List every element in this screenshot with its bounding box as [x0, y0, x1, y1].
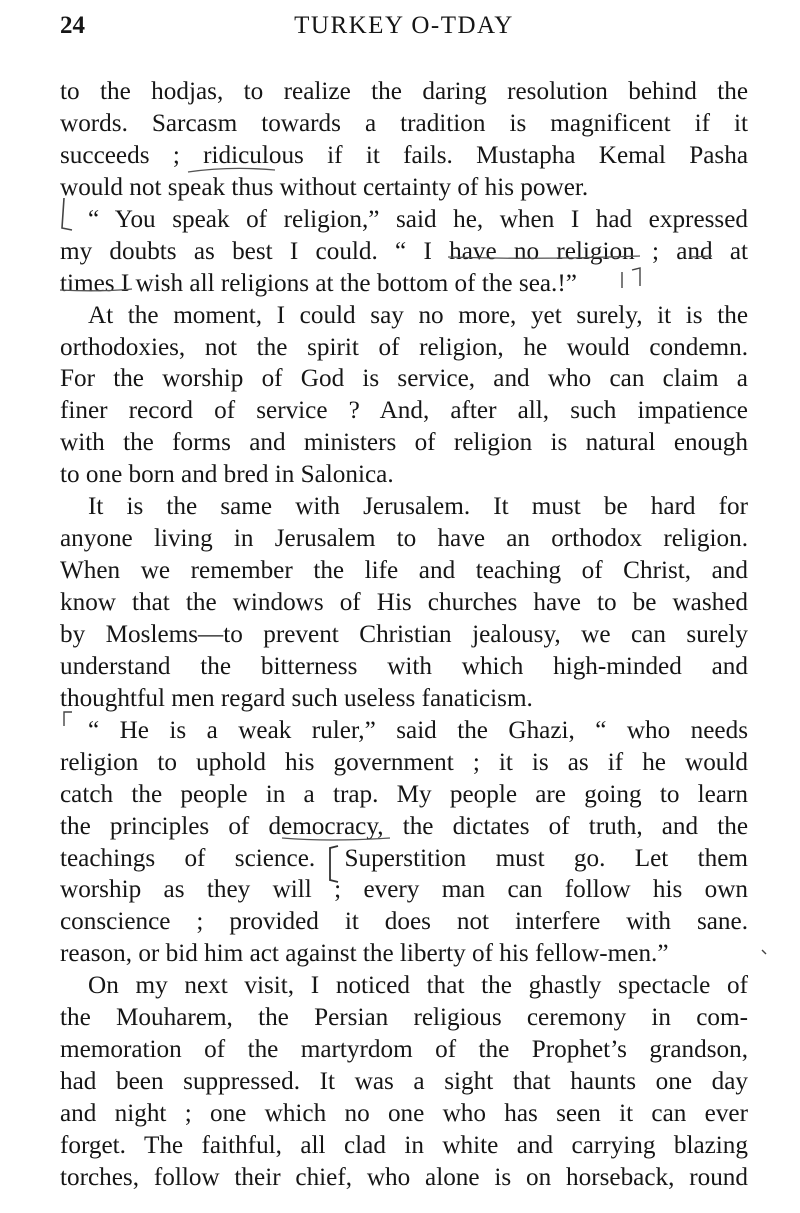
text-line: finer record of service ? And, after all, such impatience — [60, 397, 748, 425]
page-number: 24 — [60, 12, 85, 39]
text-line: words. Sarcasm towards a tradition is magnificent if it — [60, 109, 748, 137]
text-line: succeeds ; ridiculous if it fails. Mustapha Kemal Pasha — [60, 141, 748, 169]
text-line: the Mouharem, the Persian religious ceremony in com- — [60, 1004, 748, 1032]
text-line: would not speak thus without certainty of his power. — [60, 173, 589, 201]
text-line: reason, or bid him act against the liberty of his fellow-men.” — [60, 940, 669, 968]
text-line: understand the bitterness with which high-minded and — [60, 652, 748, 680]
text-line: by Moslems—to prevent Christian jealousy, we can surely — [60, 620, 748, 648]
text-line: For the worship of God is service, and who can claim a — [60, 365, 748, 393]
text-line: orthodoxies, not the spirit of religion, he would condemn. — [60, 333, 748, 361]
text-line: “ He is a weak ruler,” said the Ghazi, “ who needs — [88, 716, 748, 744]
text-line: the principles of democracy, the dictates of truth, and the — [60, 812, 748, 840]
text-line: catch the people in a trap. My people are going to learn — [60, 780, 748, 808]
text-line: teachings of science. Superstition must go. Let them — [60, 844, 748, 872]
text-line: know that the windows of His churches have to be washed — [60, 589, 748, 616]
text-line: had been suppressed. It was a sight that haunts one day — [60, 1068, 748, 1096]
running-title: TURKEY O-TDAY — [294, 12, 514, 39]
text-line: anyone living in Jerusalem to have an orthodox religion. — [60, 525, 748, 553]
text-line: religion to uphold his government ; it is as if he would — [60, 748, 748, 776]
page-header — [60, 8, 748, 44]
text-line: It is the same with Jerusalem. It must be hard for — [88, 493, 748, 521]
text-line: When we remember the life and teaching of Christ, and — [60, 557, 748, 585]
text-line: memoration of the martyrdom of the Prophet’s grandson, — [60, 1036, 748, 1064]
text-line: to the hodjas, to realize the daring resolution behind the — [60, 78, 748, 105]
text-line: At the moment, I could say no more, yet surely, it is the — [88, 301, 748, 329]
text-line: to one born and bred in Salonica. — [60, 461, 394, 489]
text-line: and night ; one which no one who has seen it can ever — [60, 1100, 748, 1127]
pencil-tick-mark — [762, 950, 766, 954]
text-line: times I wish all religions at the bottom of the sea.!” — [60, 269, 577, 297]
text-line: “ You speak of religion,” said he, when I had expressed — [88, 205, 748, 233]
text-line: torches, follow their chief, who alone is on horseback, round — [60, 1163, 748, 1191]
text-line: On my next visit, I noticed that the ghastly spectacle of — [88, 972, 748, 1000]
text-line: with the forms and ministers of religion is natural enough — [60, 429, 748, 457]
text-line: my doubts as best I could. “ I have no religion ; and at — [60, 237, 748, 265]
text-line: worship as they will ; every man can follow his own — [60, 876, 748, 904]
text-line: forget. The faithful, all clad in white and carrying blazing — [60, 1131, 748, 1159]
text-line: conscience ; provided it does not interfere with sane. — [60, 908, 748, 936]
body-text — [60, 76, 748, 1194]
book-page — [60, 8, 748, 1208]
text-line: thoughtful men regard such useless fanaticism. — [60, 684, 533, 712]
